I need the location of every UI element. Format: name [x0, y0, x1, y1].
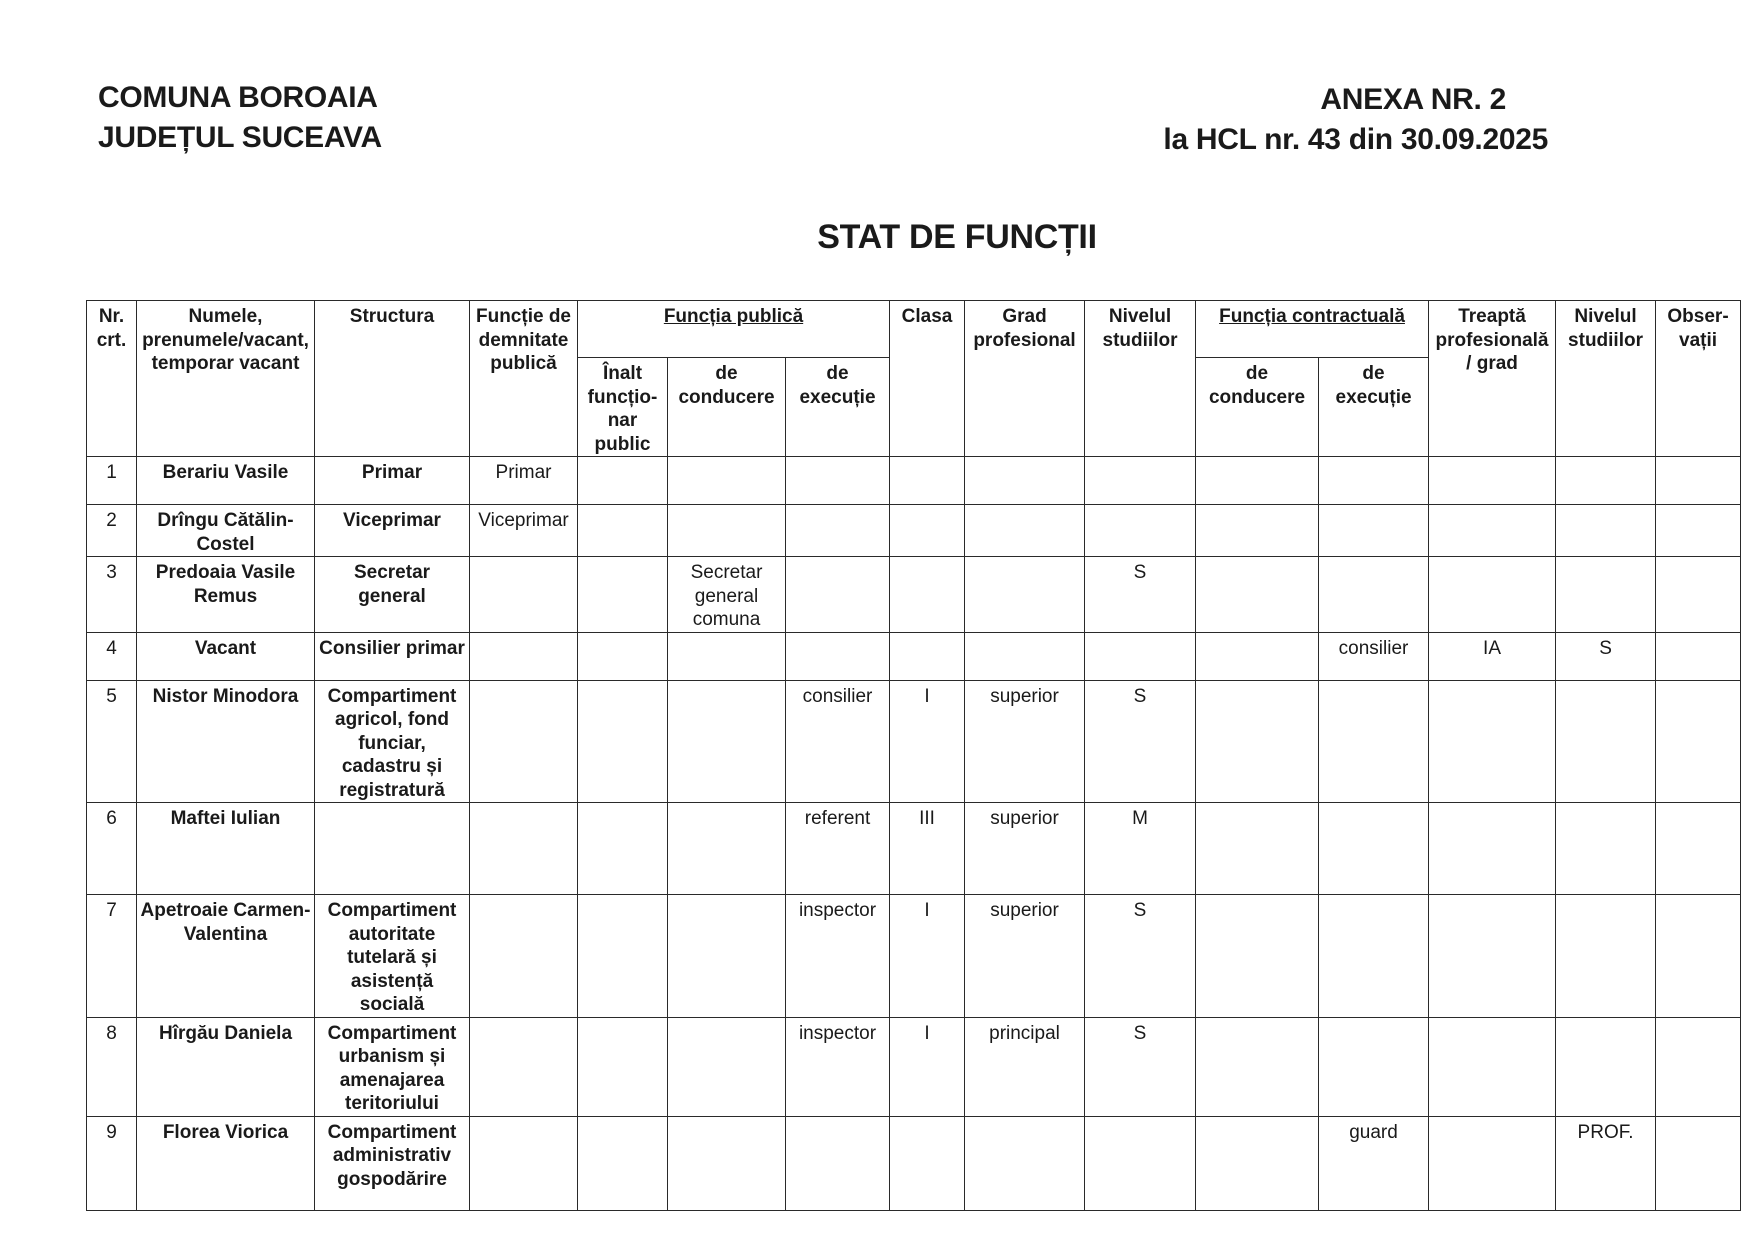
- cell-demnitate: [470, 680, 578, 803]
- annex-number: ANEXA NR. 2: [1320, 83, 1506, 116]
- issuer-commune: COMUNA BOROAIA: [98, 81, 378, 114]
- cell-treapta: [1429, 557, 1556, 633]
- cell-demnitate: [470, 803, 578, 895]
- cell-fp-executie: inspector: [786, 1017, 890, 1116]
- cell-fc-conducere: [1196, 895, 1319, 1018]
- cell-inalt: [578, 632, 668, 680]
- cell-fp-executie: [786, 557, 890, 633]
- cell-inalt: [578, 457, 668, 505]
- cell-treapta: [1429, 457, 1556, 505]
- cell-structura: Compartiment administrativ gospodărire: [315, 1116, 470, 1210]
- cell-demnitate: Viceprimar: [470, 505, 578, 557]
- cell-treapta: [1429, 1017, 1556, 1116]
- cell-nivel2: [1556, 557, 1656, 633]
- cell-nr: 4: [87, 632, 137, 680]
- cell-fp-conducere: [668, 1017, 786, 1116]
- cell-nivel1: S: [1085, 680, 1196, 803]
- cell-fc-conducere: [1196, 632, 1319, 680]
- cell-nivel1: M: [1085, 803, 1196, 895]
- cell-nr: 8: [87, 1017, 137, 1116]
- cell-fp-conducere: [668, 505, 786, 557]
- annex-block: [1163, 80, 1548, 160]
- cell-nivel2: [1556, 803, 1656, 895]
- cell-nr: 3: [87, 557, 137, 633]
- cell-treapta: [1429, 803, 1556, 895]
- cell-nivel1: [1085, 1116, 1196, 1210]
- table-row: [87, 457, 1741, 505]
- cell-structura: Compartiment urbanism și amenajarea teritoriului: [315, 1017, 470, 1116]
- cell-clasa: I: [890, 895, 965, 1018]
- cell-nume: Nistor Minodora: [137, 680, 315, 803]
- col-header-dignity-function: Funcție de demnitate publică: [470, 301, 578, 457]
- col-header-structure: Structura: [315, 301, 470, 457]
- header-row-top: [87, 301, 1741, 358]
- cell-fc-executie: [1319, 505, 1429, 557]
- cell-fp-executie: consilier: [786, 680, 890, 803]
- cell-fp-executie: [786, 1116, 890, 1210]
- cell-fc-conducere: [1196, 680, 1319, 803]
- col-header-professional-grade: Grad profesional: [965, 301, 1085, 457]
- cell-clasa: I: [890, 680, 965, 803]
- cell-clasa: I: [890, 1017, 965, 1116]
- cell-treapta: IA: [1429, 632, 1556, 680]
- cell-treapta: [1429, 1116, 1556, 1210]
- contract-function-label: Funcția contractuală: [1219, 306, 1405, 327]
- table-row: [87, 1116, 1741, 1210]
- cell-treapta: [1429, 680, 1556, 803]
- cell-grad: principal: [965, 1017, 1085, 1116]
- cell-obs: [1656, 1116, 1741, 1210]
- cell-nivel2: [1556, 895, 1656, 1018]
- cell-fp-conducere: Secretar general comuna: [668, 557, 786, 633]
- cell-clasa: [890, 505, 965, 557]
- table-row: [87, 895, 1741, 1018]
- col-header-class: Clasa: [890, 301, 965, 457]
- cell-nume: Florea Viorica: [137, 1116, 315, 1210]
- cell-nr: 5: [87, 680, 137, 803]
- cell-fc-executie: [1319, 895, 1429, 1018]
- cell-clasa: [890, 1116, 965, 1210]
- cell-treapta: [1429, 895, 1556, 1018]
- cell-demnitate: Primar: [470, 457, 578, 505]
- cell-structura: Consilier primar: [315, 632, 470, 680]
- cell-fp-executie: [786, 457, 890, 505]
- cell-nr: 7: [87, 895, 137, 1018]
- cell-fp-conducere: [668, 680, 786, 803]
- col-header-nr: Nr. crt.: [87, 301, 137, 457]
- cell-fc-executie: guard: [1319, 1116, 1429, 1210]
- cell-obs: [1656, 895, 1741, 1018]
- staff-positions-table: [86, 300, 1741, 1211]
- cell-inalt: [578, 680, 668, 803]
- group-header-contract-function: [1196, 301, 1429, 358]
- cell-grad: superior: [965, 895, 1085, 1018]
- cell-nume: Apetroaie Carmen-Valentina: [137, 895, 315, 1018]
- cell-nume: Maftei Iulian: [137, 803, 315, 895]
- cell-structura: Compartiment autoritate tutelară și asistență socială: [315, 895, 470, 1018]
- cell-clasa: [890, 557, 965, 633]
- cell-nivel1: [1085, 632, 1196, 680]
- cell-nume: Predoaia Vasile Remus: [137, 557, 315, 633]
- cell-demnitate: [470, 1116, 578, 1210]
- cell-structura: Secretar general: [315, 557, 470, 633]
- cell-nivel1: S: [1085, 557, 1196, 633]
- cell-nr: 1: [87, 457, 137, 505]
- cell-nr: 2: [87, 505, 137, 557]
- cell-demnitate: [470, 1017, 578, 1116]
- cell-grad: [965, 505, 1085, 557]
- cell-fc-conducere: [1196, 1116, 1319, 1210]
- table-row: [87, 1017, 1741, 1116]
- cell-nivel1: [1085, 457, 1196, 505]
- cell-grad: [965, 1116, 1085, 1210]
- cell-fp-conducere: [668, 803, 786, 895]
- issuer-county: JUDEȚUL SUCEAVA: [98, 121, 382, 154]
- cell-nume: Hîrgău Daniela: [137, 1017, 315, 1116]
- cell-obs: [1656, 1017, 1741, 1116]
- cell-nivel2: PROF.: [1556, 1116, 1656, 1210]
- cell-fc-executie: [1319, 680, 1429, 803]
- cell-clasa: III: [890, 803, 965, 895]
- cell-demnitate: [470, 557, 578, 633]
- col-header-contract-execution: de execuție: [1319, 358, 1429, 457]
- cell-nr: 6: [87, 803, 137, 895]
- cell-obs: [1656, 803, 1741, 895]
- cell-fp-conducere: [668, 632, 786, 680]
- cell-clasa: [890, 457, 965, 505]
- table-row: [87, 505, 1741, 557]
- cell-fc-conducere: [1196, 557, 1319, 633]
- cell-fc-executie: [1319, 457, 1429, 505]
- cell-grad: [965, 557, 1085, 633]
- cell-nivel1: S: [1085, 1017, 1196, 1116]
- cell-inalt: [578, 1116, 668, 1210]
- col-header-public-execution: de execuție: [786, 358, 890, 457]
- cell-fc-executie: [1319, 557, 1429, 633]
- cell-demnitate: [470, 632, 578, 680]
- cell-fp-executie: inspector: [786, 895, 890, 1018]
- cell-nivel2: [1556, 680, 1656, 803]
- cell-nivel1: [1085, 505, 1196, 557]
- col-header-name: Numele, prenumele/vacant, temporar vacant: [137, 301, 315, 457]
- cell-grad: [965, 457, 1085, 505]
- cell-nume: Drîngu Cătălin-Costel: [137, 505, 315, 557]
- cell-nivel1: S: [1085, 895, 1196, 1018]
- cell-structura: Viceprimar: [315, 505, 470, 557]
- cell-structura: [315, 803, 470, 895]
- cell-structura: Primar: [315, 457, 470, 505]
- col-header-senior-official: Înalt funcțio-nar public: [578, 358, 668, 457]
- group-header-public-function: [578, 301, 890, 358]
- table-row: [87, 632, 1741, 680]
- cell-nume: Berariu Vasile: [137, 457, 315, 505]
- cell-fc-conducere: [1196, 803, 1319, 895]
- cell-fp-conducere: [668, 1116, 786, 1210]
- cell-fc-executie: [1319, 803, 1429, 895]
- cell-obs: [1656, 557, 1741, 633]
- cell-grad: [965, 632, 1085, 680]
- cell-obs: [1656, 680, 1741, 803]
- table-row: [87, 803, 1741, 895]
- table-body: [87, 457, 1741, 1211]
- cell-inalt: [578, 505, 668, 557]
- cell-fc-conducere: [1196, 457, 1319, 505]
- col-header-contract-management: de conducere: [1196, 358, 1319, 457]
- cell-fp-conducere: [668, 457, 786, 505]
- cell-fc-executie: consilier: [1319, 632, 1429, 680]
- cell-inalt: [578, 557, 668, 633]
- col-header-professional-step: Treaptă profesională / grad: [1429, 301, 1556, 457]
- cell-inalt: [578, 1017, 668, 1116]
- cell-nivel2: [1556, 457, 1656, 505]
- cell-nivel2: S: [1556, 632, 1656, 680]
- document-title: STAT DE FUNCȚII: [817, 218, 1097, 256]
- annex-reference: la HCL nr. 43 din 30.09.2025: [1163, 123, 1548, 156]
- cell-fc-conducere: [1196, 505, 1319, 557]
- cell-nume: Vacant: [137, 632, 315, 680]
- cell-nr: 9: [87, 1116, 137, 1210]
- cell-nivel2: [1556, 505, 1656, 557]
- cell-obs: [1656, 632, 1741, 680]
- col-header-study-level: Nivelul studiilor: [1085, 301, 1196, 457]
- public-function-label: Funcția publică: [663, 306, 804, 327]
- cell-grad: superior: [965, 680, 1085, 803]
- cell-clasa: [890, 632, 965, 680]
- cell-fp-executie: [786, 632, 890, 680]
- col-header-study-level-contract: Nivelul studiilor: [1556, 301, 1656, 457]
- cell-fc-executie: [1319, 1017, 1429, 1116]
- cell-grad: superior: [965, 803, 1085, 895]
- cell-demnitate: [470, 895, 578, 1018]
- cell-structura: Compartiment agricol, fond funciar, cadastru și registratură: [315, 680, 470, 803]
- cell-fp-executie: [786, 505, 890, 557]
- col-header-public-management: de conducere: [668, 358, 786, 457]
- table-row: [87, 680, 1741, 803]
- cell-fp-conducere: [668, 895, 786, 1018]
- cell-fp-executie: referent: [786, 803, 890, 895]
- cell-nivel2: [1556, 1017, 1656, 1116]
- cell-obs: [1656, 505, 1741, 557]
- table-row: [87, 557, 1741, 633]
- cell-obs: [1656, 457, 1741, 505]
- cell-inalt: [578, 803, 668, 895]
- cell-treapta: [1429, 505, 1556, 557]
- cell-inalt: [578, 895, 668, 1018]
- issuer-block: [98, 78, 382, 158]
- cell-fc-conducere: [1196, 1017, 1319, 1116]
- col-header-observations: Obser-vații: [1656, 301, 1741, 457]
